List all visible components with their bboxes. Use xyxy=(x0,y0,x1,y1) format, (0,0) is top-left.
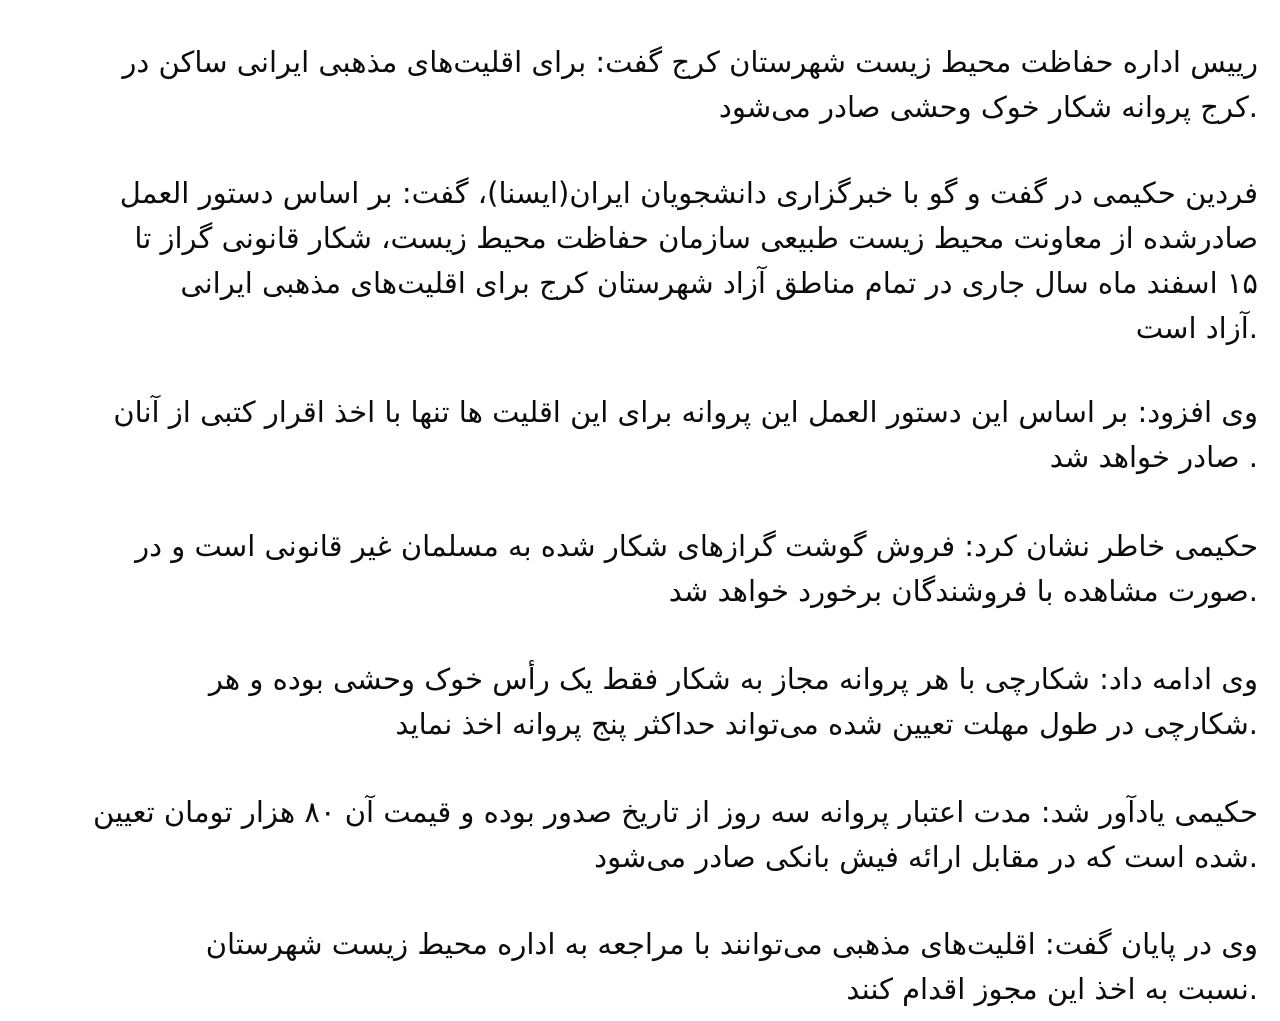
paragraph-line: ۱۵ اسفند ماه سال جاری در تمام مناطق آزاد شهرستان کرج برای اقلیت‌های مذهبی ایرانی xyxy=(180,266,1258,300)
paragraph-6 xyxy=(93,790,1258,880)
paragraph-line: . صادر خواهد شد xyxy=(1049,440,1258,474)
paragraph-2 xyxy=(120,171,1258,351)
paragraph-line: .آزاد است xyxy=(1135,311,1258,345)
paragraph-5 xyxy=(209,657,1258,747)
paragraph-line: حکیمی خاطر نشان کرد: فروش گوشت گرازهای شکار شده به مسلمان غیر قانونی است و در xyxy=(135,529,1258,563)
paragraph-line: .شکارچی در طول مهلت تعیین شده می‌تواند حداکثر پنج پروانه اخذ نماید xyxy=(395,707,1258,741)
paragraph-line: .کرج پروانه شکار خوک وحشی صادر می‌شود xyxy=(718,90,1258,124)
paragraph-3 xyxy=(113,390,1258,480)
paragraph-4 xyxy=(135,524,1258,614)
paragraph-line: .صورت مشاهده با فروشندگان برخورد خواهد شد xyxy=(668,574,1258,608)
paragraph-line: حکیمی یادآور شد: مدت اعتبار پروانه سه روز از تاریخ صدور بوده و قیمت آن ۸۰ هزار تومان تعیین xyxy=(93,795,1258,829)
paragraph-7 xyxy=(206,922,1258,1012)
paragraph-line: .نسبت به اخذ این مجوز اقدام کنند xyxy=(846,972,1258,1006)
paragraph-1 xyxy=(122,40,1258,130)
paragraph-line: صادرشده از معاونت محیط زیست طبیعی سازمان حفاظت محیط زیست، شکار قانونی گراز تا xyxy=(134,221,1258,255)
paragraph-line: وی در پایان گفت: اقلیت‌های مذهبی می‌توانند با مراجعه به اداره محیط زیست شهرستان xyxy=(205,927,1258,961)
paragraph-line: .شده است که در مقابل ارائه فیش بانکی صادر می‌شود xyxy=(594,840,1258,874)
paragraph-line: رییس اداره حفاظت محیط زیست شهرستان کرج گفت: برای اقلیت‌های مذهبی ایرانی ساکن در xyxy=(122,45,1258,79)
paragraph-line: وی ادامه داد: شکارچی با هر پروانه مجاز به شکار فقط یک رأس خوک وحشی بوده و هر xyxy=(208,662,1258,696)
paragraph-line: وی افزود: بر اساس این دستور العمل این پروانه برای این اقلیت ها تنها با اخذ اقرار کتبی از آنان xyxy=(113,395,1258,429)
paragraph-line: فردین حکیمی در گفت و گو با خبرگزاری دانشجویان ایران(ایسنا)، گفت: بر اساس دستور العمل xyxy=(119,176,1258,210)
